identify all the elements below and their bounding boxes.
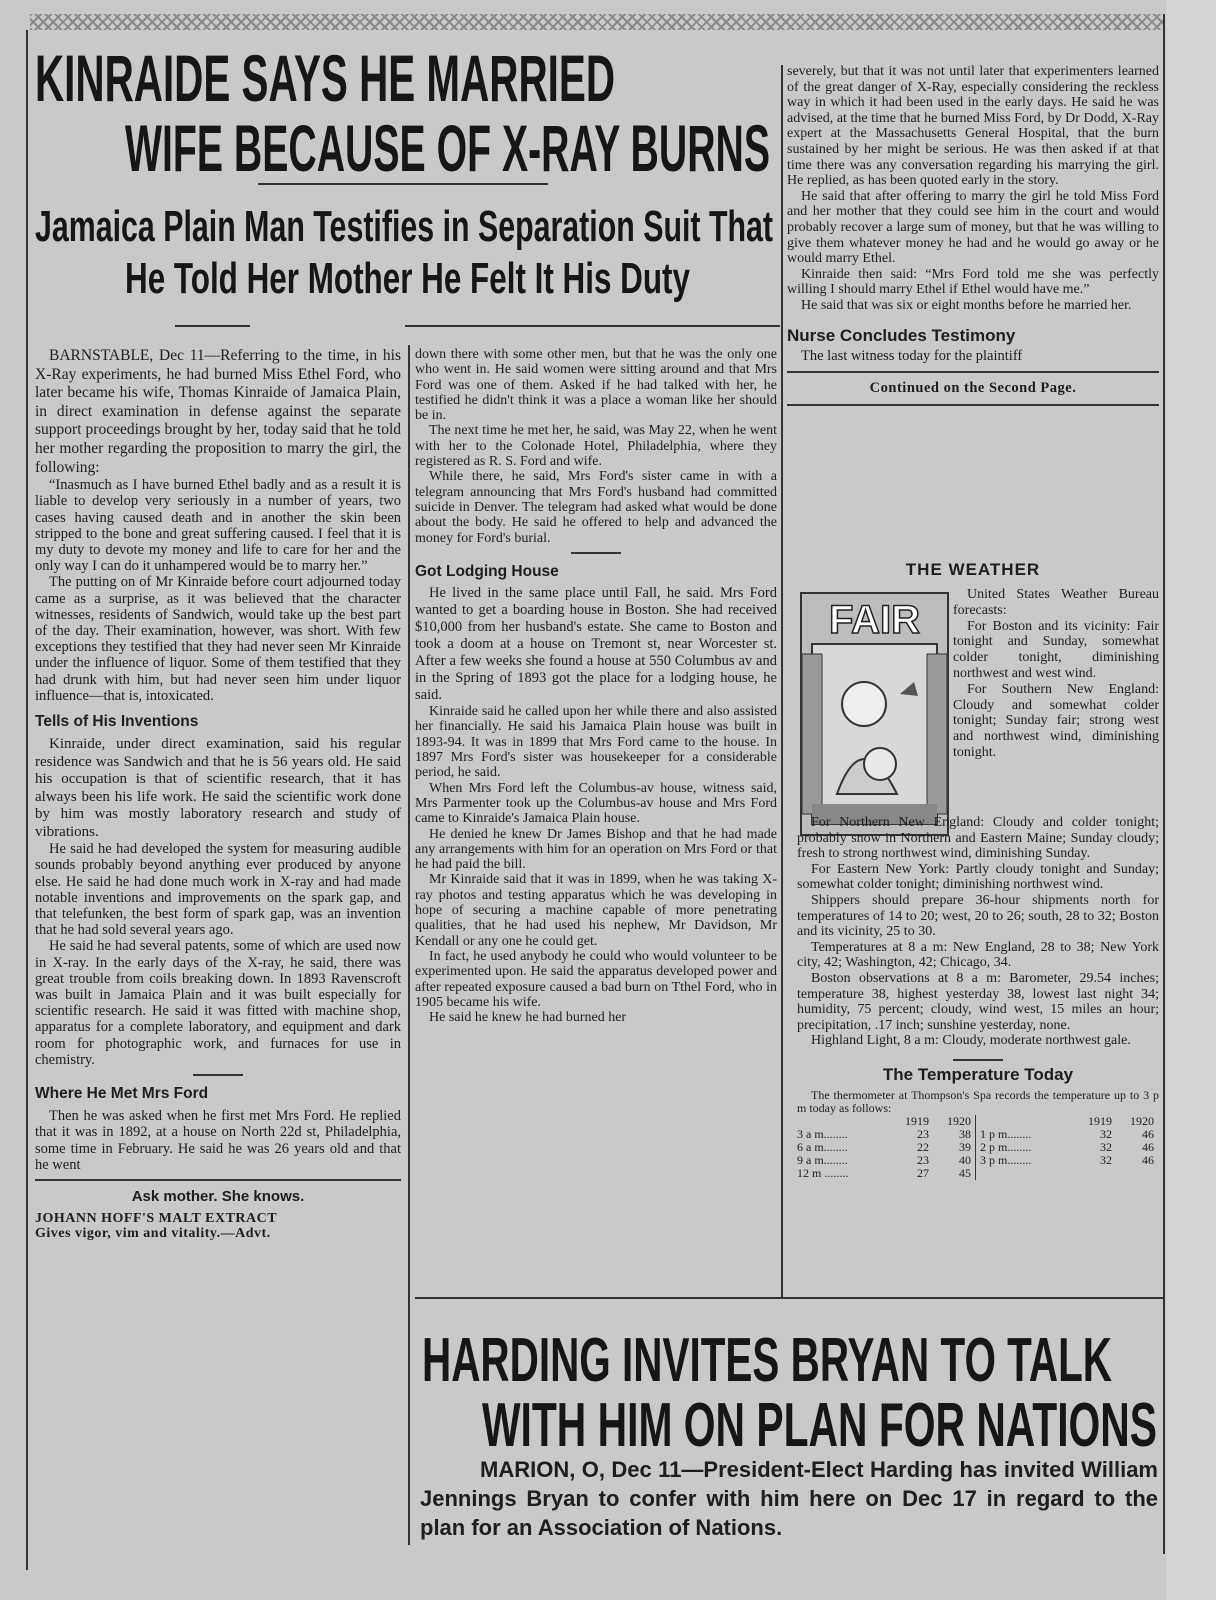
headline-divider — [175, 325, 250, 327]
paragraph: He lived in the same place until Fall, he said. Mrs Ford wanted to get a boarding house in Boston. She had received $10,000 from her husband's estate. She came to Boston and took a doom at a house on Tremont st, near Worcester st. After a few weeks she found a house at 550 Columbus av and in the Spring of 1893 got the place for a lodging house, he said. — [415, 585, 777, 704]
divider — [787, 371, 1159, 373]
paragraph: severely, but that it was not until later that experimenters learned of the great danger of X-Ray, especially considering the reckless way in which it had been used in the early days. He said he was advised, at the time that he burned Miss Ford, by Dr Dodd, X-Ray expert at the Massachusetts General Hospital, that the burn sustained by her might be serious. He was then asked if at that time there was any conversation regarding his marrying the girl. He replied, as has been quoted early in the story. — [787, 64, 1159, 189]
temperature-table — [797, 1115, 1159, 1180]
time-cell: 9 a m........ — [797, 1152, 848, 1167]
right-column-rule — [1163, 14, 1165, 1554]
paragraph: Then he was asked when he first met Mrs Ford. He replied that it was in 1892, at a house on North 22d st, Philadelphia, some time in February. He said he was 26 years old and that he went — [35, 1108, 401, 1173]
divider — [953, 1059, 1003, 1061]
paragraph: When Mrs Ford left the Columbus-av house, witness said, Mrs Parmenter took up the Columbus-av house and Mrs Ford came to Kinraide's Jamaica Plain house. — [415, 780, 777, 827]
time-cell: 6 a m........ — [797, 1139, 848, 1154]
paragraph: United States Weather Bureau forecasts: — [953, 587, 1159, 618]
paragraph: Kinraide, under direct examination, said his regular residence was Sandwich and that he is 56 years old. He said his occupation is that of scientific research, that it has always been his life work. He said the scientific work done by him was mostly laboratory research and study of vibrations. — [35, 736, 401, 840]
fair-weather-illustration — [800, 592, 949, 836]
temp-cell: 46 — [1142, 1126, 1154, 1141]
harding-headline-line-2: WITH HIM ON PLAN FOR NATIONS — [482, 1391, 1157, 1460]
paragraph: He said he had several patents, some of which are used now in X-ray. In the early days of the X-ray, he said, there was great trouble from coils breaking down. In 1893 Ravenscroft was built in Jamaica Plain and it was built especially for scientific research. He said it was fitted with machine shop, apparatus for a complete laboratory, and equipment and dark room for photographic work, and furnaces for use in chemistry. — [35, 938, 401, 1068]
divider — [193, 1074, 243, 1076]
section-heading: Tells of His Inventions — [35, 713, 199, 730]
paragraph: Kinraide then said: “Mrs Ford told me she was perfectly willing I should marry Ethel if Ethel would have me.” — [787, 266, 1159, 298]
temp-cell: 40 — [959, 1152, 971, 1167]
section-divider — [415, 1297, 1163, 1299]
time-cell: 1 p m........ — [980, 1126, 1032, 1141]
table-divider — [975, 1115, 976, 1180]
temp-cell: 27 — [917, 1165, 929, 1180]
paragraph: He said he knew he had burned her — [429, 1010, 627, 1026]
paragraph: Boston observations at 8 a m: Barometer, 29.54 inches; temperature 38, highest yesterday 38, lowest last night 34; humidity, 75 percent; cloudy, wind west, 15 miles an hour; precipitation, .17 inch; sunshine yesterday, none. — [797, 970, 1159, 1033]
top-ornamental-border — [30, 14, 1165, 30]
temp-cell: 23 — [917, 1152, 929, 1167]
paragraph: Temperatures at 8 a m: New England, 28 to 38; New York city, 42; Washington, 42; Chicago, 34. — [797, 939, 1159, 971]
paragraph: The putting on of Mr Kinraide before court adjourned today came as a surprise, as it was believed that the character witnesses, residents of Sandwich, would take up the best part of the day. Their examination, however, was short. With few exceptions they testified that they had never seen Mr Kinraide under the influence of liquor. Some of them testified that they had drunk with him, but had never seen him under liquor influence—that is, intoxicated. — [35, 574, 401, 704]
harding-headline-line-1: HARDING INVITES BRYAN TO TALK — [422, 1326, 1112, 1395]
fair-caption: FAIR — [828, 598, 921, 642]
temperature-intro: The thermometer at Thompson's Spa records the temperature up to 3 p m today as follows: — [797, 1087, 1159, 1115]
temp-cell: 22 — [917, 1139, 929, 1154]
advertisement-text: Gives vigor, vim and vitality.—Advt. — [35, 1226, 271, 1242]
paragraph: For Northern New England: Cloudy and colder tonight; probably snow in Northern and Eastern Maine; Sunday cloudy; fresh to strong northwest wind, diminishing Sunday. — [797, 815, 1159, 862]
subheadline-line-1: Jamaica Plain Man Testifies in Separation Suit That — [35, 202, 773, 251]
section-heading: Got Lodging House — [415, 562, 559, 580]
headline-line-2: WIFE BECAUSE OF X-RAY BURNS — [125, 111, 770, 185]
paragraph: For Boston and its vicinity: Fair tonight and Sunday, somewhat colder tonight, diminishing northwest and west wind. — [953, 618, 1159, 681]
headline-divider — [405, 325, 780, 327]
time-cell: 2 p m........ — [980, 1139, 1032, 1154]
article-column-3 — [787, 64, 1159, 406]
section-heading: Where He Met Mrs Ford — [35, 1085, 209, 1103]
time-cell: 3 a m........ — [797, 1126, 848, 1141]
paragraph: He denied he knew Dr James Bishop and that he had made any arrangements with him for an operation on Mrs Ford or that he had paid the bill. — [415, 826, 777, 873]
weather-forecast-side — [953, 587, 1159, 761]
paragraph: Mr Kinraide said that it was in 1899, when he was taking X-ray photos and testing apparatus which he was developing in hope of securing a machine capable of more penetrating qualities, that he had used his nephew, Mr Davidson, Mr Kendall or any one he could get. — [415, 872, 777, 949]
temp-cell: 32 — [1100, 1152, 1112, 1167]
year-header: 1919 — [905, 1113, 929, 1128]
temp-cell: 23 — [917, 1126, 929, 1141]
subheadline-line-2: He Told Her Mother He Felt It His Duty — [125, 254, 690, 303]
temp-cell: 32 — [1100, 1139, 1112, 1154]
article-column-2 — [415, 347, 777, 1025]
harding-body: MARION, O, Dec 11—President-Elect Harding has invited William Jennings Bryan to confer with him here on Dec 17 in regard to the plan for an Association of Nations. — [420, 1457, 1158, 1540]
paragraph: He said that after offering to marry the girl he told Miss Ford and her mother that they could see him in the court and would probably recover a large sum of money, but that he was willing to give them whatever money he had and he would go away or he would marry Ethel. — [787, 188, 1159, 267]
temp-cell: 45 — [959, 1165, 971, 1180]
year-header: 1920 — [1130, 1113, 1154, 1128]
paragraph: BARNSTABLE, Dec 11—Referring to the time, in his X-Ray experiments, he had burned Miss Ethel Ford, who later became his wife, Thomas Kinraide of Jamaica Plain, in direct examination in defense against the separate support proceedings brought by her, today said that he told her mother regarding the proposition to marry the girl, the following: — [35, 347, 401, 476]
temp-cell: 39 — [959, 1139, 971, 1154]
paragraph: For Southern New England: Cloudy and somewhat colder tonight; Sunday fair; strong west and northwest wind, diminishing tonight. — [953, 681, 1159, 760]
left-column-rule — [26, 30, 28, 1570]
paragraph: Shippers should prepare 36-hour shipments north for temperatures of 14 to 20; west, 20 to 26; south, 28 to 32; Boston and its vicinity, 25 to 30. — [797, 892, 1159, 940]
continued-notice: Continued on the Second Page. — [869, 379, 1077, 396]
temp-cell: 46 — [1142, 1152, 1154, 1167]
headline-line-1: KINRAIDE SAYS HE MARRIED — [35, 41, 615, 115]
time-cell: 3 p m........ — [980, 1152, 1032, 1167]
paragraph: “Inasmuch as I have burned Ethel badly and as a result it is liable to develop very seriously in a number of years, two cases having caused death and in another the skin been stripped to the bone and great suffering caused. I feel that it is my duty to devote my money and life to care for her and the only way I can do it unhampered would be to marry her.” — [35, 477, 401, 575]
temp-cell: 32 — [1100, 1126, 1112, 1141]
advertisement-brand: JOHANN HOFF'S MALT EXTRACT — [35, 1211, 278, 1227]
paragraph: In fact, he used anybody he could who would volunteer to be experimented upon. He said the apparatus developed power and after repeated exposure caused a bad burn on Tthel Ford, who in 1905 became his wife. — [415, 948, 777, 1010]
paragraph: He said that was six or eight months before he married her. — [801, 297, 1132, 313]
paragraph: He said he had developed the system for measuring audible sounds probably beyond anything ever produced by anyone else. He said he had done much work in X-ray and had made notable inventions and improvements on the spark gap, and that telefunken, the best form of spark gap, was an invention that he had sold several years ago. — [35, 841, 401, 939]
year-header: 1920 — [947, 1113, 971, 1128]
column-rule — [408, 345, 410, 1545]
paragraph: For Eastern New York: Partly cloudy tonight and Sunday; somewhat colder tonight; diminishing northwest wind. — [797, 861, 1159, 893]
advertisement-tagline: Ask mother. She knows. — [131, 1188, 305, 1206]
temperature-title: The Temperature Today — [882, 1064, 1074, 1084]
divider — [571, 552, 621, 554]
time-cell: 12 m ........ — [797, 1165, 849, 1180]
paragraph: While there, he said, Mrs Ford's sister came in with a telegram announcing that Mrs Ford's husband had committed suicide in Denver. The telegram had asked what would be done about the body. He said he offered to help and advanced the money for Ford's burial. — [415, 469, 777, 546]
paragraph: The last witness today for the plaintiff — [801, 348, 1023, 365]
weather-forecast — [797, 815, 1159, 1180]
divider — [35, 1179, 401, 1181]
article-column-1 — [35, 347, 401, 1241]
paragraph: down there with some other men, but that he was the only one who went in. He said women were sitting around and that Mrs Ford was one of them. Asked if he had talked with her, he testified he didn't think it was a place a woman like her should be in. — [415, 347, 777, 424]
paragraph: Kinraide said he called upon her while there and also assisted her financially. He said his Jamaica Plain house was built in 1893-94. It was in 1899 that Mrs Ford came to the house. In 1897 Mrs Ford's sister was housekeeper for a considerable period, he said. — [415, 704, 777, 781]
temp-cell: 38 — [959, 1126, 971, 1141]
section-heading: Nurse Concludes Testimony — [787, 325, 1016, 345]
paragraph: The next time he met her, he said, was May 22, when he went with her to the Colonade Hotel, Philadelphia, where they registered as R. S. Ford and wife. — [415, 423, 777, 470]
paragraph: Highland Light, 8 a m: Cloudy, moderate northwest gale. — [811, 1033, 1131, 1049]
year-header: 1919 — [1088, 1113, 1112, 1128]
divider — [787, 404, 1159, 406]
temp-cell: 46 — [1142, 1139, 1154, 1154]
weather-title: THE WEATHER — [905, 560, 1041, 579]
